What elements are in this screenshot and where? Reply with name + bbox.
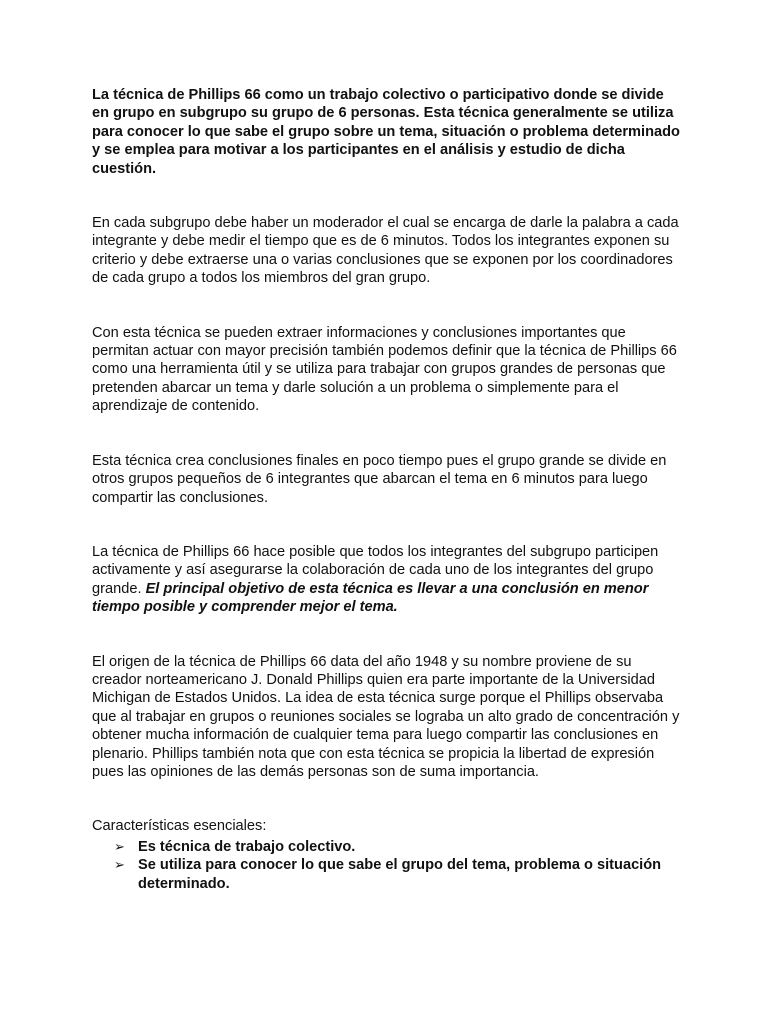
intro-paragraph: La técnica de Phillips 66 como un trabajo colectivo o participativo donde se divide en grupo en subgrupo su grupo de 6 personas. Esta técnica generalmente se utiliza para conocer lo que sabe el grupo sobre un tema, situación o problema determinado y se emplea para motivar a los participantes en el análisis y estudio de dicha cuestión.: [92, 87, 680, 177]
objective-paragraph: [92, 543, 682, 617]
arrow-bullet-icon: ➢: [114, 857, 125, 873]
list-item-text: Se utiliza para conocer lo que sabe el grupo del tema, problema o situación determinado.: [138, 857, 662, 892]
objective-emphasis-text: El principal objetivo de esta técnica es llevar a una conclusión en menor tiempo posible y comprender mejor el tema.: [92, 580, 649, 616]
arrow-bullet-icon: ➢: [114, 838, 125, 854]
usefulness-paragraph: Con esta técnica se pueden extraer informaciones y conclusiones importantes que permitan actuar con mayor precisión también podemos definir que la técnica de Phillips 66 como una herramienta útil y se utiliza para trabajar con grupos grandes de personas que pretenden abarcar un tema y darle solución a un problema o simplemente para el aprendizaje de contenido.: [92, 324, 677, 415]
origin-paragraph: El origen de la técnica de Phillips 66 data del año 1948 y su nombre proviene de su creador norteamericano J. Donald Phillips quien era parte importante de la Universidad Michigan de Estados Unidos. La idea de esta técnica surge porque el Phillips observaba que al trabajar en grupos o reuniones sociales se lograba un alto grado de concentración y obtener mucha información de cualquier tema para luego compartir las conclusiones en plenario. Phillips también nota que con esta técnica se propicia la libertad de expresión pues las opiniones de las demás personas son de suma importancia.: [92, 653, 680, 780]
moderator-paragraph: En cada subgrupo debe haber un moderador el cual se encarga de darle la palabra a cada integrante y debe medir el tiempo que es de 6 minutos. Todos los integrantes exponen su criterio y debe extraerse una o varias conclusiones que se exponen por los coordinadores de cada grupo a todos los miembros del gran grupo.: [92, 215, 679, 287]
document-page: [92, 86, 682, 893]
list-item: [92, 838, 682, 856]
list-item-text: Es técnica de trabajo colectivo.: [138, 838, 356, 855]
objective-plain-text: La técnica de Phillips 66 hace posible que todos los integrantes del subgrupo participen activamente y así asegurarse la colaboración de cada uno de los integrantes del grupo grande.: [92, 543, 659, 597]
characteristics-list: [92, 838, 682, 893]
conclusions-paragraph: Esta técnica crea conclusiones finales en poco tiempo pues el grupo grande se divide en otros grupos pequeños de 6 integrantes que abarcan el tema en 6 minutos para luego compartir las conclusiones.: [92, 452, 667, 506]
list-item: [92, 856, 682, 893]
characteristics-heading: Características esenciales:: [92, 818, 267, 835]
